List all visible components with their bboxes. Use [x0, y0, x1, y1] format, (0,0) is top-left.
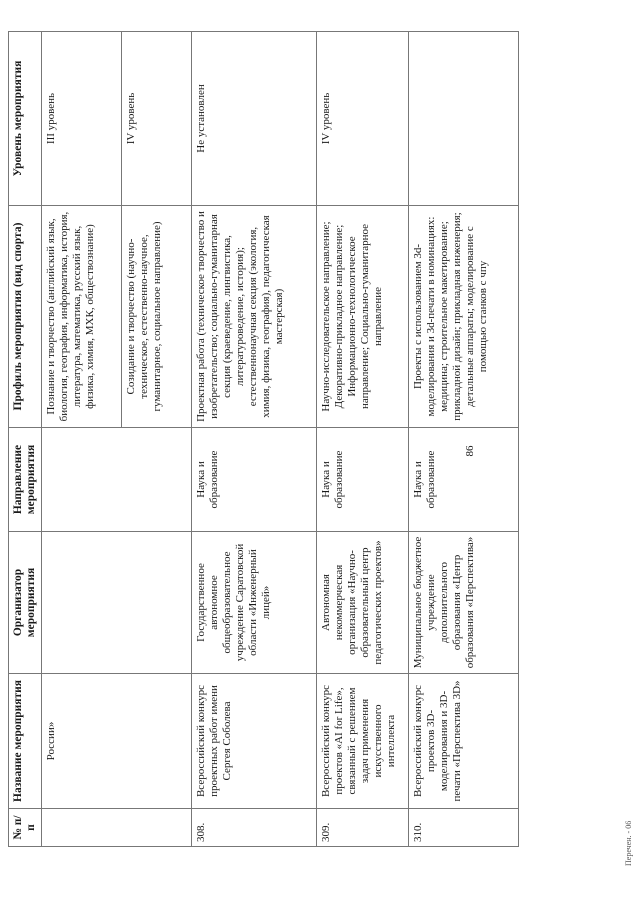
header-num: № п/п: [9, 809, 42, 847]
event-organizer: [42, 532, 192, 674]
event-direction: Наука и образование: [409, 428, 519, 532]
event-direction: Наука и образование: [192, 428, 317, 532]
event-profile: Научно-исследовательское направление; Декоративно-прикладное направление; Информационно-технологическое направление; Социально-гуманитарное направление: [317, 206, 409, 428]
events-table: [8, 31, 519, 847]
event-profile: Проекты с использованием 3d-моделирования и 3d-печати в номинациях: медицина; строительное макетирование; прикладной дизайн; прикладная инженерия; детальные аппараты; моделирование с помощью станков с чпу: [409, 206, 519, 428]
table-row: [192, 32, 317, 847]
header-level: Уровень мероприятия: [9, 32, 42, 206]
row-num: 308.: [192, 809, 317, 847]
event-level: Не установлен: [192, 32, 317, 206]
event-organizer: Автономная некоммерческая организация «Научно-образовательный центр педагогических проектов»: [317, 532, 409, 674]
event-name: Всероссийский конкурс проектов 3D-моделирования и 3D-печати «Перспектива 3D»: [409, 674, 519, 809]
header-profile: Профиль мероприятия (вид спорта): [9, 206, 42, 428]
event-name: Всероссийский конкурс проектных работ имени Сергея Соболева: [192, 674, 317, 809]
event-level: [409, 32, 519, 206]
header-direction: Направление мероприятия: [9, 428, 42, 532]
event-profile: Созидание и творчество (научно-техническое, естественно-научное, гуманитарное, социальное направление): [122, 206, 192, 428]
header-organizer: Организатор мероприятия: [9, 532, 42, 674]
table-header-row: [9, 32, 42, 847]
event-name: Всероссийский конкурс проектов «AI for Life», связанный с решением задач применения искусственного интеллекта: [317, 674, 409, 809]
row-num: [42, 809, 192, 847]
event-level: III уровень: [42, 32, 122, 206]
event-level: IV уровень: [317, 32, 409, 206]
header-name: Название мероприятия: [9, 674, 42, 809]
page-number: 86: [464, 445, 476, 457]
event-profile: Познание и творчество (английский язык, биология, география, информатика, история, литература, математика, русский язык, физика, химия, МХК, обществознание): [42, 206, 122, 428]
event-level: IV уровень: [122, 32, 192, 206]
event-profile: Проектная работа (техническое творчество и изобретательство; социально-гуманитарная секция (краеведение, лингвистика, литературоведение, история); естественнонаучная секция (экология, химия, физика, география), педагогическая мастерская): [192, 206, 317, 428]
event-organizer: Государственное автономное общеобразовательное учреждение Саратовской области «Инженерный лицей»: [192, 532, 317, 674]
table-row: [42, 32, 122, 847]
table-row: [317, 32, 409, 847]
event-organizer: Муниципальное бюджетное учреждение дополнительного образования «Центр образования «Перспектива»: [409, 532, 519, 674]
event-direction: [42, 428, 192, 532]
table-row: [409, 32, 519, 847]
row-num: 309.: [317, 809, 409, 847]
event-direction: Наука и образование: [317, 428, 409, 532]
footer-note: Перечен. - 06: [624, 820, 633, 866]
row-num: 310.: [409, 809, 519, 847]
event-name: России»: [42, 674, 192, 809]
